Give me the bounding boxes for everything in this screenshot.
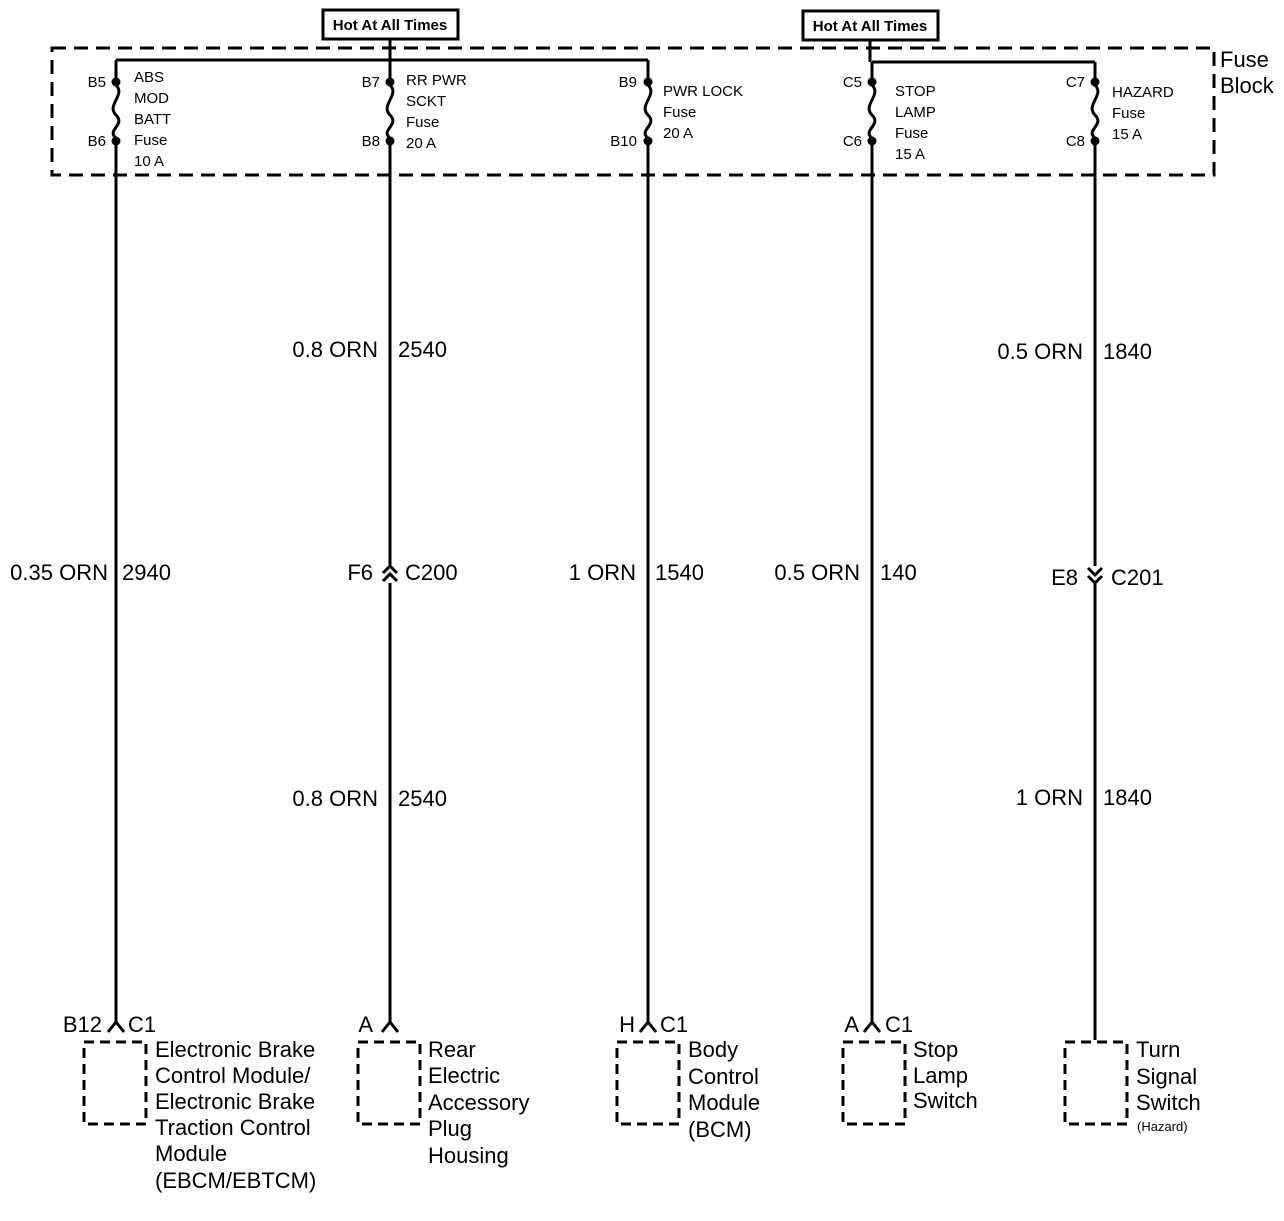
- svg-text:(Hazard): (Hazard): [1137, 1119, 1188, 1134]
- wire-label-2540-upper-gauge: 0.8 ORN: [292, 337, 378, 362]
- component-connector-c1-stop: C1: [885, 1012, 914, 1037]
- fuse-label-pwr-lock: [663, 83, 743, 142]
- svg-text:Electronic Brake: Electronic Brake: [155, 1037, 316, 1062]
- svg-text:Module: Module: [155, 1141, 228, 1166]
- hot-label-1: [323, 10, 458, 39]
- svg-text:Fuse: Fuse: [406, 114, 440, 131]
- component-box-turn-signal: [1065, 1042, 1127, 1124]
- svg-text:Hot At All Times: Hot At All Times: [812, 18, 928, 35]
- wire-label-2540-upper-circuit: 2540: [398, 337, 447, 362]
- inline-connector-c200: C200: [405, 560, 458, 585]
- component-pin-b12: B12: [62, 1012, 102, 1037]
- wire-label-2540-lower-gauge: 0.8 ORN: [292, 786, 378, 811]
- fuse-pwr-lock: [645, 60, 651, 144]
- svg-text:RR PWR: RR PWR: [406, 72, 467, 89]
- fuse-stop-lamp: [869, 62, 875, 144]
- component-label-bcm: [688, 1037, 760, 1142]
- svg-text:(EBCM/EBTCM): (EBCM/EBTCM): [155, 1168, 317, 1193]
- svg-text:Traction Control: Traction Control: [155, 1115, 311, 1140]
- svg-text:Module: Module: [688, 1090, 761, 1115]
- fuse-block-label-2: Block: [1220, 73, 1274, 98]
- svg-text:MOD: MOD: [134, 90, 169, 107]
- fuse-block-border: [52, 48, 1214, 175]
- pin-b6: B6: [87, 133, 106, 150]
- component-connector-c1-bcm: C1: [660, 1012, 689, 1037]
- svg-text:LAMP: LAMP: [895, 104, 936, 121]
- wire-label-140-circuit: 140: [880, 560, 917, 585]
- bus-bar-right: [870, 40, 1095, 62]
- svg-text:15 A: 15 A: [895, 146, 926, 163]
- svg-text:Lamp: Lamp: [913, 1063, 969, 1088]
- component-box-rear-plug: [358, 1042, 420, 1124]
- connector-c200-symbol: [383, 566, 397, 581]
- svg-text:BATT: BATT: [134, 111, 172, 128]
- svg-text:20 A: 20 A: [663, 125, 694, 142]
- svg-text:Electric: Electric: [428, 1063, 501, 1088]
- svg-text:Hot At All Times: Hot At All Times: [332, 17, 448, 34]
- fuse-label-hazard: [1112, 84, 1174, 143]
- component-pin-h: H: [619, 1012, 635, 1037]
- component-pin-a-stop: A: [844, 1012, 859, 1037]
- fuse-abs: [113, 60, 119, 144]
- fuse-rr-pwr-sckt: [387, 60, 393, 144]
- wire-label-1540-gauge: 1 ORN: [568, 560, 636, 585]
- inline-connector-c201: C201: [1111, 565, 1164, 590]
- svg-text:Housing: Housing: [428, 1143, 509, 1168]
- wire-label-1840-upper-gauge: 0.5 ORN: [997, 339, 1083, 364]
- wire-label-2940-circuit: 2940: [122, 560, 171, 585]
- pin-b5: B5: [87, 74, 106, 91]
- wire-label-1840-upper-circuit: 1840: [1103, 339, 1152, 364]
- fuse-label-stop-lamp: [895, 83, 936, 163]
- wire-label-1840-lower-circuit: 1840: [1103, 785, 1152, 810]
- component-box-stop-lamp: [843, 1042, 905, 1124]
- svg-text:SCKT: SCKT: [406, 93, 447, 110]
- wire-label-2540-lower-circuit: 2540: [398, 786, 447, 811]
- svg-text:(BCM): (BCM): [688, 1117, 752, 1142]
- component-label-stop-lamp: [913, 1037, 978, 1113]
- hot-label-2: [803, 11, 938, 40]
- component-pin-a-rear: A: [358, 1012, 373, 1037]
- component-box-ebcm: [84, 1042, 146, 1124]
- wire-label-1540-circuit: 1540: [655, 560, 704, 585]
- pin-c7: C7: [1065, 74, 1085, 91]
- inline-pin-f6: F6: [347, 560, 373, 585]
- svg-text:Fuse: Fuse: [663, 104, 697, 121]
- pin-b9: B9: [618, 74, 637, 91]
- fuse-hazard: [1092, 62, 1098, 144]
- svg-text:Body: Body: [688, 1037, 739, 1062]
- svg-text:Plug: Plug: [428, 1116, 473, 1141]
- component-label-turn-signal: [1136, 1037, 1201, 1134]
- connector-ebcm-symbol: [108, 1022, 124, 1032]
- svg-text:15 A: 15 A: [1112, 126, 1143, 143]
- connector-stop-lamp-symbol: [864, 1022, 880, 1032]
- pin-b10: B10: [610, 133, 637, 150]
- svg-text:PWR LOCK: PWR LOCK: [663, 83, 744, 100]
- pin-b7: B7: [361, 74, 380, 91]
- svg-text:STOP: STOP: [895, 83, 936, 100]
- component-connector-c1-ebcm: C1: [128, 1012, 157, 1037]
- wire-label-2940-gauge: 0.35 ORN: [10, 560, 108, 585]
- svg-text:10 A: 10 A: [134, 153, 165, 170]
- connector-bcm-symbol: [640, 1022, 656, 1032]
- fuse-label-abs: [134, 69, 171, 170]
- svg-text:Accessory: Accessory: [428, 1090, 530, 1115]
- connector-c201-symbol: [1088, 568, 1102, 583]
- svg-text:Fuse: Fuse: [1112, 105, 1146, 122]
- svg-text:20 A: 20 A: [406, 135, 437, 152]
- svg-text:Signal: Signal: [1136, 1064, 1198, 1089]
- component-label-rear-plug: [428, 1037, 529, 1168]
- component-box-bcm: [617, 1042, 679, 1124]
- wire-label-1840-lower-gauge: 1 ORN: [1015, 785, 1083, 810]
- svg-text:Switch: Switch: [913, 1088, 978, 1113]
- svg-text:Control Module/: Control Module/: [155, 1063, 311, 1088]
- component-label-ebcm: [155, 1037, 316, 1193]
- svg-text:Fuse: Fuse: [895, 125, 929, 142]
- svg-text:Stop: Stop: [913, 1037, 959, 1062]
- svg-text:Electronic Brake: Electronic Brake: [155, 1089, 316, 1114]
- pin-c6: C6: [842, 133, 862, 150]
- connector-rear-plug-symbol: [382, 1022, 398, 1032]
- svg-text:ABS: ABS: [134, 69, 165, 86]
- svg-text:Switch: Switch: [1136, 1090, 1201, 1115]
- pin-c5: C5: [842, 74, 862, 91]
- fuse-label-rr-pwr: [406, 72, 467, 152]
- pin-b8: B8: [361, 133, 380, 150]
- svg-text:Turn: Turn: [1136, 1037, 1181, 1062]
- fuse-block-label-1: Fuse: [1220, 47, 1269, 72]
- svg-text:Fuse: Fuse: [134, 132, 168, 149]
- wire-label-140-gauge: 0.5 ORN: [774, 560, 860, 585]
- pin-c8: C8: [1065, 133, 1085, 150]
- inline-pin-e8: E8: [1051, 565, 1078, 590]
- svg-text:Control: Control: [688, 1064, 759, 1089]
- svg-text:HAZARD: HAZARD: [1112, 84, 1174, 101]
- svg-text:Rear: Rear: [428, 1037, 476, 1062]
